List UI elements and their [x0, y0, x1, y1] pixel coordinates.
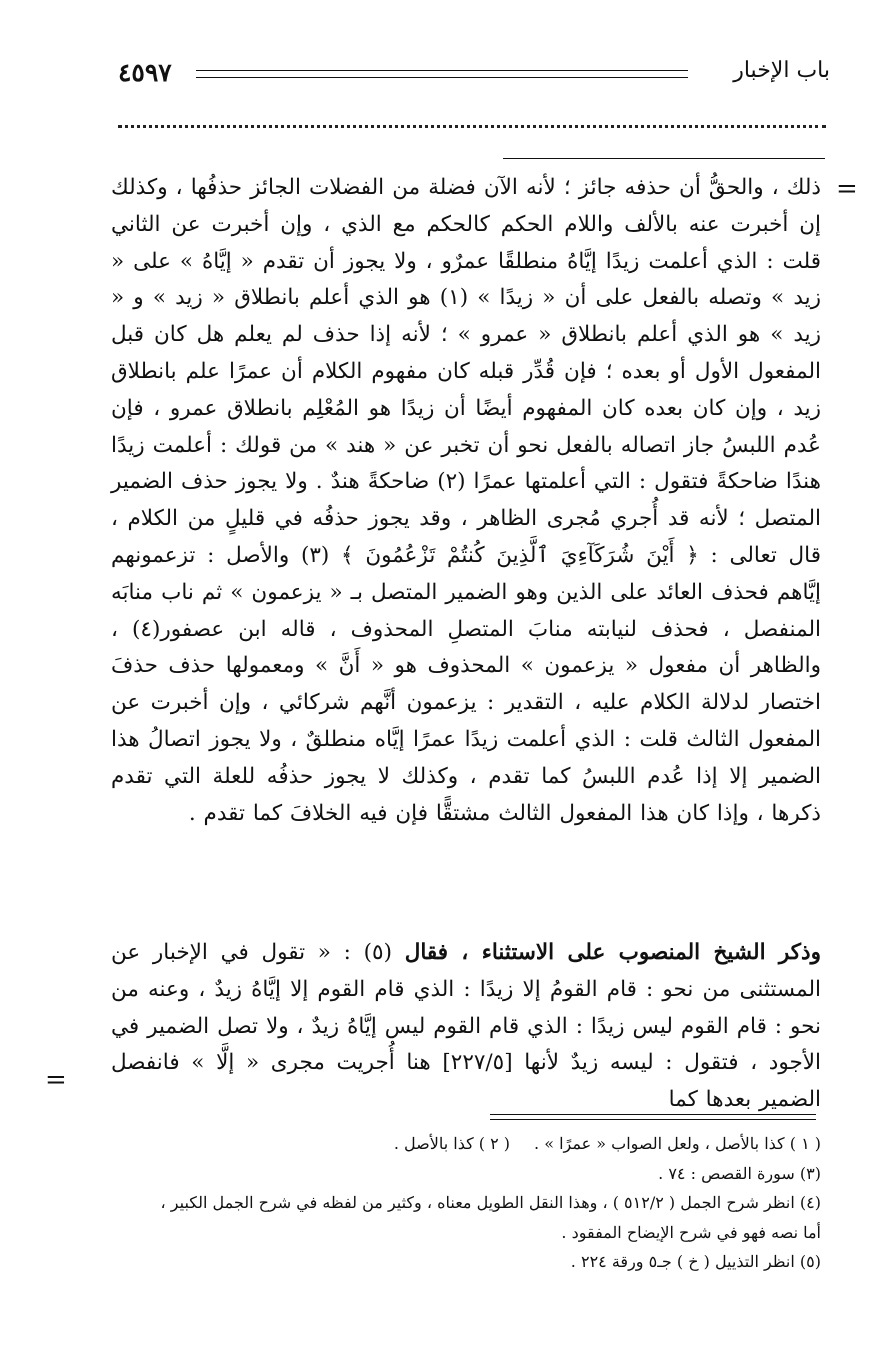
- paragraph-exception: [111, 935, 821, 1119]
- paragraph-lead-bold: وذكر الشيخ المنصوب على الاستثناء ، فقال: [404, 940, 821, 965]
- dotted-separator: [118, 125, 826, 138]
- footnote-4: (٤) انظر شرح الجمل ( ٥١٢/٢ ) ، وهذا النقل الطويل معناه ، وكثير من لفظه في شرح الجمل الكبير ،: [160, 1193, 821, 1213]
- footnote-line-1: [111, 1129, 821, 1159]
- continuation-marker-bottom: =: [45, 1065, 67, 1095]
- footnote-rule: [490, 1114, 816, 1120]
- footnote-2: ( ٢ ) كذا بالأصل .: [393, 1134, 511, 1153]
- footnote-3: (٣) سورة القصص : ٧٤ .: [658, 1163, 821, 1183]
- page-header: [118, 58, 830, 94]
- page-number: ٤٥٩٧: [118, 58, 172, 87]
- top-rule: [503, 158, 825, 159]
- footnote-5: (٥) انظر التذييل ( خ ) جـ٥ ورقة ٢٢٤ .: [570, 1252, 821, 1272]
- paragraph-rest: (٥) : « تقول في الإخبار عن المستثنى من نحو : قام القومُ إلا زيدًا : الذي قام القوم إلا إيَّاهُ زيدٌ ، وعنه من نحو : قام القوم ليس زيدًا : الذي قام القوم ليس إيَّاهُ زيدٌ ، ولا تصل الضمير في الأجود ، فتقول : ليسه زيدٌ لأنها [٢٢٧/٥] هنا أُجريت مجرى « إلَّا » فانفصل الضمير بعدها كما: [111, 940, 822, 1113]
- paragraph-main: ذلك ، والحقُّ أن حذفه جائز ؛ لأنه الآن فضلة من الفضلات الجائز حذفُها ، وكذلك إن أخبرت عنه بالألف واللام الحكم كالحكم مع الذي ، وإن أخبرت عن الثاني قلت : الذي أعلمت زيدًا إيَّاهُ منطلقًا عمرٌو ، ولا يجوز أن تقدم « إيَّاهُ » على « زيد » وتصله بالفعل على أن « زيدًا » (١) هو الذي أعلم بانطلاق « زيد » و « زيد » هو الذي أعلم بانطلاق « عمرو » ؛ لأنه إذا حذف لم يعلم هل كان قبل المفعول الأول أو بعده ؛ فإن قُدِّر قبله كان مفهوم الكلام أن عمرًا علم بانطلاق زيد ، وإن كان بعده كان المفهوم أيضًا أن زيدًا هو المُعْلِم بانطلاق عمرو ، فإن عُدم اللبسُ جاز اتصاله بالفعل نحو أن تخبر عن « هند » من قولك : أعلمت زيدًا هندًا ضاحكةً فتقول : التي أعلمتها عمرًا (٢) ضاحكةً هندٌ . ولا يجوز حذف الضمير المتصل ؛ لأنه قد أُجري مُجرى الظاهر ، وقد يجوز حذفُه في قليلٍ من الكلام ، قال تعالى : ﴿ أَيْنَ شُرَكَآءِيَ ٱلَّذِينَ كُنتُمْ تَزْعُمُونَ ﴾ (٣) والأصل : تزعمونهم إيَّاهم فحذف العائد على الذين وهو الضمير المتصل بـ « يزعمون » ثم ناب منابَه المنفصل ، فحذف لنيابته منابَ المتصلِ المحذوف ، قاله ابن عصفور(٤) ، والظاهر أن مفعول « يزعمون » المحذوف هو « أَنَّ » ومعمولها حذف حذفَ اختصار لدلالة الكلام عليه ، التقدير : يزعمون أنَّهم شركائي ، وإن أخبرت عن المفعول الثالث قلت : الذي أعلمت زيدًا عمرًا إيَّاه منطلقٌ ، ولا يجوز اتصالُ هذا الضمير إلا إذا عُدم اللبسُ كما تقدم ، وكذلك لا يجوز حذفُه للعلة التي تقدم ذكرها ، وإذا كان هذا المفعول الثالث مشتقًّا فإن فيه الخلافَ كما تقدم .: [111, 175, 822, 826]
- footnotes: [111, 1129, 821, 1277]
- footnote-1: ( ١ ) كذا بالأصل ، ولعل الصواب « عمرًا » .: [534, 1134, 821, 1153]
- footnote-4-continued: أما نصه فهو في شرح الإيضاح المفقود .: [561, 1222, 821, 1242]
- header-rule: [196, 70, 688, 78]
- continuation-marker-top: =: [836, 174, 858, 204]
- chapter-title: باب الإخبار: [733, 58, 830, 83]
